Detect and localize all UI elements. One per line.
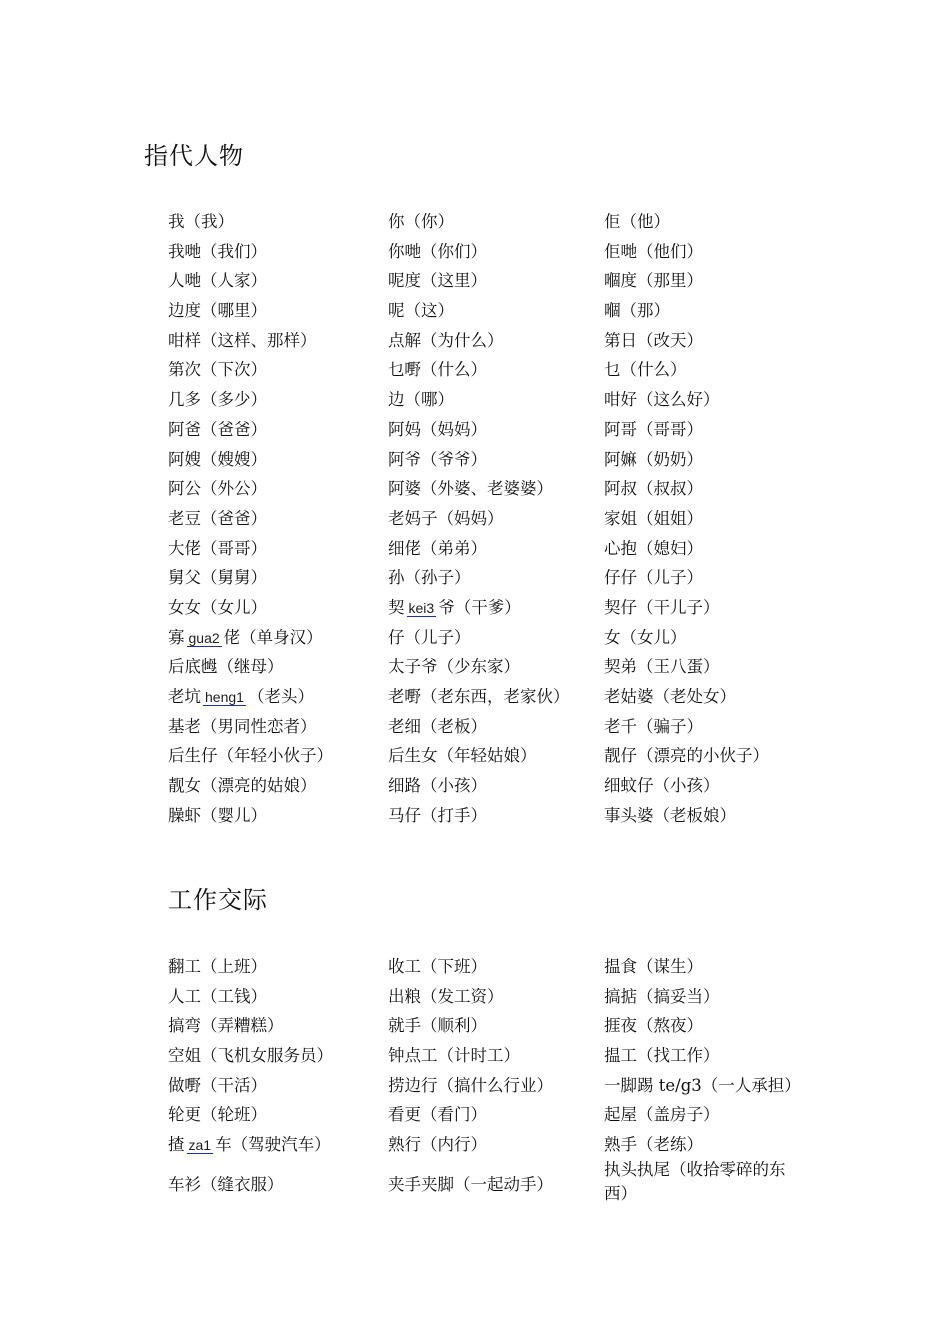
pronunciation-link[interactable]: kei3 xyxy=(408,599,435,616)
vocab-entry: 空姐（飞机女服务员） xyxy=(168,1046,333,1066)
vocab-entry: 事头婆（老板娘） xyxy=(604,805,736,825)
vocab-word: 老坑 xyxy=(168,687,201,706)
vocab-entry: 咁样（这样、那样） xyxy=(168,330,317,350)
vocab-entry: 咁好（这么好） xyxy=(604,390,720,410)
vocab-entry: 收工（下班） xyxy=(388,957,487,976)
vocab-entry: 阿叔（叔叔） xyxy=(604,479,703,499)
vocab-entry: 我（我） xyxy=(168,212,234,231)
vocab-row xyxy=(168,237,828,267)
vocab-entry: 后底乸（继母） xyxy=(168,657,284,677)
vocab-entry: 车衫（缝衣服） xyxy=(168,1174,284,1194)
vocab-row xyxy=(168,415,828,445)
vocab-entry: 佢哋（他们） xyxy=(604,241,703,261)
vocab-meaning: （老头） xyxy=(247,687,314,706)
vocab-entry: 乜（什么） xyxy=(604,360,687,380)
vocab-meaning: 爷（干爹） xyxy=(438,597,521,617)
vocab-row xyxy=(168,741,828,771)
vocab-entry: 第日（改天） xyxy=(604,330,703,350)
vocab-row xyxy=(168,385,828,415)
vocab-entry: 老姑婆（老处女） xyxy=(604,687,736,706)
vocab-row xyxy=(168,652,828,682)
vocab-entry: 大佬（哥哥） xyxy=(168,538,267,558)
vocab-entry xyxy=(388,593,521,623)
vocab-row xyxy=(168,1041,828,1071)
vocab-row xyxy=(168,1100,828,1130)
vocab-entry: 细佬（弟弟） xyxy=(388,538,487,558)
vocab-row xyxy=(168,801,828,831)
vocab-entry: 佢（他） xyxy=(604,212,670,231)
vocab-entry: 乜嘢（什么） xyxy=(388,360,487,380)
section-title-people: 指代人物 xyxy=(144,142,244,170)
vocab-entry xyxy=(168,682,314,712)
vocab-entry: 孙（孙子） xyxy=(388,568,471,588)
vocab-entry: 女（女儿） xyxy=(604,627,687,647)
vocab-row xyxy=(168,1130,828,1160)
vocab-row xyxy=(168,593,828,623)
vocab-row xyxy=(168,771,828,801)
vocab-entry: 老妈子（妈妈） xyxy=(388,508,504,528)
vocab-entry: 人哋（人家） xyxy=(168,271,267,291)
vocab-entry: 家姐（姐姐） xyxy=(604,508,703,528)
vocab-entry: 几多（多少） xyxy=(168,390,267,410)
vocab-row xyxy=(168,563,828,593)
vocab-entry: 太子爷（少东家） xyxy=(388,657,520,677)
vocab-entry: 仔仔（儿子） xyxy=(604,568,703,588)
vocab-entry: 仔（儿子） xyxy=(388,627,471,647)
vocab-entry: 臊虾（婴儿） xyxy=(168,805,267,825)
vocab-entry: 熟行（内行） xyxy=(388,1135,487,1155)
vocab-entry: 搞掂（搞妥当） xyxy=(604,986,720,1006)
vocab-row xyxy=(168,682,828,712)
vocab-entry: 呢度（这里） xyxy=(388,271,487,291)
vocab-entry: 嗰（那） xyxy=(604,301,670,321)
vocab-entry: 契弟（王八蛋） xyxy=(604,657,720,677)
vocab-entry: 捞边行（搞什么行业） xyxy=(388,1075,553,1095)
vocab-entry: 搞弯（弄糟糕） xyxy=(168,1016,284,1036)
vocab-entry: 心抱（媳妇） xyxy=(604,538,703,558)
vocab-row xyxy=(168,712,828,742)
vocab-row xyxy=(168,504,828,534)
vocab-entry: 老嘢（老东西，老家伙） xyxy=(388,687,570,706)
vocab-table-people xyxy=(168,207,828,830)
vocab-row xyxy=(168,355,828,385)
vocab-row xyxy=(168,296,828,326)
vocab-entry: 你哋（你们） xyxy=(388,241,487,261)
vocab-entry: 阿爷（爷爷） xyxy=(388,449,487,469)
vocab-entry: 熟手（老练） xyxy=(604,1135,703,1155)
vocab-word: 契 xyxy=(388,597,405,617)
vocab-entry: 阿爸（爸爸） xyxy=(168,419,267,439)
vocab-entry: 细路（小孩） xyxy=(388,776,487,796)
vocab-row xyxy=(168,1160,828,1212)
vocab-row xyxy=(168,982,828,1012)
vocab-entry: 第次（下次） xyxy=(168,360,267,380)
vocab-row xyxy=(168,445,828,475)
vocab-row xyxy=(168,1071,828,1101)
vocab-entry: 老细（老板） xyxy=(388,716,487,736)
vocab-entry: 翻工（上班） xyxy=(168,957,267,976)
vocab-entry: 马仔（打手） xyxy=(388,805,487,825)
vocab-entry: 就手（顺利） xyxy=(388,1016,487,1036)
vocab-entry: 阿妈（妈妈） xyxy=(388,419,487,439)
vocab-entry: 后生仔（年轻小伙子） xyxy=(168,746,333,766)
vocab-entry: 揾食（谋生） xyxy=(604,957,703,976)
vocab-row xyxy=(168,534,828,564)
vocab-row xyxy=(168,474,828,504)
vocab-entry: 女女（女儿） xyxy=(168,597,267,617)
vocab-entry: 出粮（发工资） xyxy=(388,986,504,1006)
vocab-entry: 老豆（爸爸） xyxy=(168,508,267,528)
vocab-entry: 舅父（舅舅） xyxy=(168,568,267,588)
vocab-entry: 轮更（轮班） xyxy=(168,1105,267,1125)
vocab-entry: 边（哪） xyxy=(388,390,454,410)
vocab-entry: 靓女（漂亮的姑娘） xyxy=(168,776,317,796)
vocab-entry: 细蚊仔（小孩） xyxy=(604,776,720,796)
vocab-word: 揸 xyxy=(168,1135,185,1155)
vocab-entry: 做嘢（干活） xyxy=(168,1075,267,1095)
pronunciation-link[interactable]: za1 xyxy=(188,1137,212,1154)
vocab-meaning: 佬（单身汉） xyxy=(223,627,323,647)
vocab-entry: 看更（看门） xyxy=(388,1105,487,1125)
vocab-entry xyxy=(168,623,323,653)
vocab-entry xyxy=(168,1130,331,1160)
vocab-entry: 点解（为什么） xyxy=(388,330,504,350)
vocab-meaning: 车（驾驶汽车） xyxy=(215,1135,331,1155)
vocab-entry: 基老（男同性恋者） xyxy=(168,716,317,736)
vocab-entry: 老千（骗子） xyxy=(604,716,703,736)
vocab-word: 寡 xyxy=(168,627,185,647)
vocab-entry: 契仔（干儿子） xyxy=(604,597,720,617)
vocab-row xyxy=(168,207,828,237)
vocab-entry: 我哋（我们） xyxy=(168,241,267,261)
pronunciation-link[interactable]: gua2 xyxy=(188,629,220,646)
vocab-entry: 阿嫂（嫂嫂） xyxy=(168,449,267,469)
vocab-entry: 后生女（年轻姑娘） xyxy=(388,746,537,766)
vocab-entry: 夹手夹脚（一起动手） xyxy=(388,1174,553,1194)
vocab-entry: 阿嫲（奶奶） xyxy=(604,449,703,469)
vocab-entry: 边度（哪里） xyxy=(168,301,267,321)
vocab-entry: 起屋（盖房子） xyxy=(604,1105,720,1125)
vocab-entry: 人工（工钱） xyxy=(168,986,267,1006)
vocab-row xyxy=(168,326,828,356)
vocab-entry: 嗰度（那里） xyxy=(604,271,703,291)
section-title-work: 工作交际 xyxy=(168,886,268,914)
vocab-row xyxy=(168,952,828,982)
vocab-entry: 你（你） xyxy=(388,212,454,231)
vocab-row xyxy=(168,1011,828,1041)
vocab-entry: 揾工（找工作） xyxy=(604,1046,720,1066)
vocab-entry: 阿哥（哥哥） xyxy=(604,419,703,439)
vocab-entry: 钟点工（计时工） xyxy=(388,1046,520,1066)
vocab-entry: 呢（这） xyxy=(388,301,454,321)
vocab-row xyxy=(168,266,828,296)
vocab-entry: 靓仔（漂亮的小伙子） xyxy=(604,746,769,766)
vocab-table-work xyxy=(168,952,828,1212)
vocab-entry: 一脚踢 te/g3（一人承担） xyxy=(604,1075,801,1095)
vocab-row xyxy=(168,623,828,653)
vocab-entry: 阿公（外公） xyxy=(168,479,267,499)
vocab-entry: 执头执尾（收拾零碎的东西） xyxy=(604,1159,786,1203)
vocab-entry: 捱夜（熬夜） xyxy=(604,1016,703,1036)
vocab-entry: 阿婆（外婆、老婆婆） xyxy=(388,479,553,499)
pronunciation-link[interactable]: heng1 xyxy=(205,689,244,705)
